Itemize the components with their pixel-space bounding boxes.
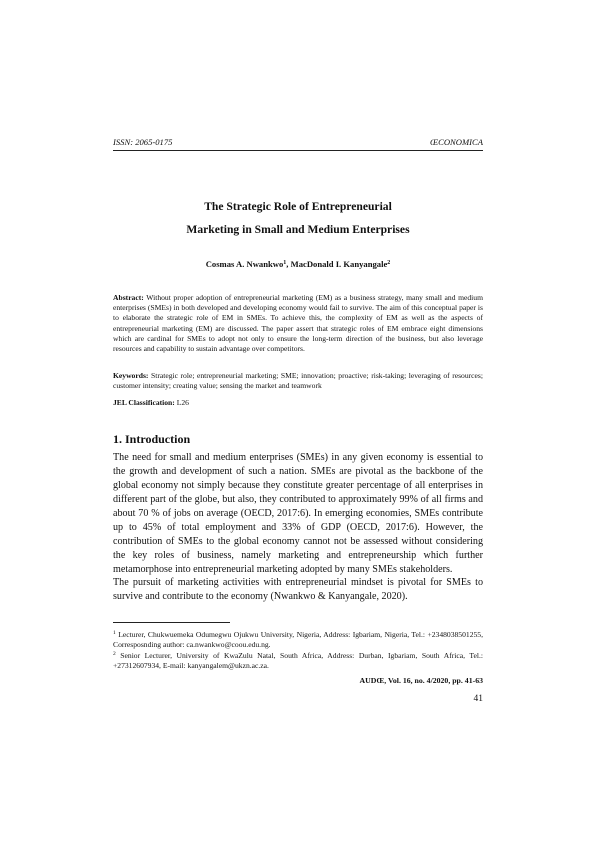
- abstract-text: Without proper adoption of entrepreneurial marketing (EM) as a business strategy, many small and medium enterprises (SMEs) in both developed and developing economy would fail to survive. The aim of this conceptual paper is to elaborate the strategic role of EM in SMEs. To achieve this, the complexity of EM as well as the aspects of entrepreneurial marketing (EM) are discussed. The paper assert that strategic roles of EM embrace eight dimensions which are cardinal for SMEs to adopt not only to ensure the long-term direction of the business, but also leverage resources and capability to sustain advantage over competitors.: [113, 293, 483, 354]
- journal-citation: AUDŒ, Vol. 16, no. 4/2020, pp. 41-63: [359, 676, 483, 685]
- introduction-paragraph-1: The need for small and medium enterprises (SMEs) in any given economy is essential to the growth and development of such a nation. SMEs are pivotal as the backbone of the global economy not simply because they constitute greater percentage of all enterprises in different part of the globe, but also, they contributed to approximately 99% of all firms and about 70 % of jobs on average (OECD, 2017:6). In emerging economies, SMEs contribute up to 45% of total employment and 33% of GDP (OECD, 2017:6). However, the contribution of SMEs to the global economy cannot not be assessed without considering the key roles of business, namely marketing and entrepreneurship which further metamorphose into entrepreneurial marketing adopted by many SMEs stakeholders.: [113, 452, 483, 575]
- issn-label: ISSN: 2065-0175: [113, 137, 173, 147]
- footnote-1: [113, 630, 483, 651]
- author-1: Cosmas A. Nwankwo: [205, 259, 284, 269]
- footnote-1-mark: 1: [113, 630, 116, 636]
- author-2-footnote-mark: 2: [387, 260, 391, 266]
- jel-classification: [113, 398, 483, 408]
- introduction-paragraph-2: The pursuit of marketing activities with entrepreneurial mindset is pivotal for SMEs to survive and contribute to the economy (Nwankwo & Kanyangale, 2020).: [113, 577, 483, 602]
- author-2: MacDonald I. Kanyangale: [290, 259, 388, 269]
- footnote-2: [113, 651, 483, 672]
- title-line-2: Marketing in Small and Medium Enterprises: [186, 223, 410, 236]
- keywords: [113, 371, 483, 391]
- jel-label: JEL Classification:: [113, 398, 175, 407]
- header-rule: [113, 150, 483, 151]
- paper-title: [113, 195, 483, 241]
- keywords-text: Strategic role; entrepreneurial marketing; SME; innovation; proactive; risk-taking; leveraging of resources; customer intensity; creating value; sensing the market and teamwork: [113, 371, 483, 391]
- jel-code: L26: [176, 398, 189, 407]
- section-heading-introduction: 1. Introduction: [113, 432, 191, 446]
- page-number: 41: [473, 694, 483, 704]
- running-header: [113, 137, 483, 147]
- author-separator: ,: [286, 259, 291, 269]
- author-1-footnote-mark: 1: [283, 260, 287, 266]
- author-list: [113, 259, 483, 270]
- abstract: [113, 293, 483, 354]
- abstract-label: Abstract:: [113, 293, 144, 302]
- journal-name: ŒCONOMICA: [430, 137, 483, 147]
- footnote-2-text: Senior Lecturer, University of KwaZulu Natal, South Africa, Address: Durban, Igbariam, South Africa, Tel.: +27312607934, E-mail: kanyangalem@ukzn.ac.za.: [113, 651, 483, 671]
- footnote-1-text: Lecturer, Chukwuemeka Odumegwu Ojukwu University, Nigeria, Address: Igbariam, Nigeria, Tel.: +2348038501255, Corresposnding author: ca.nwankwo@coou.edu.ng.: [113, 630, 483, 650]
- footnote-2-mark: 2: [113, 651, 116, 657]
- title-line-1: The Strategic Role of Entrepreneurial: [204, 200, 392, 213]
- footnote-rule: [113, 622, 230, 623]
- keywords-label: Keywords:: [113, 371, 149, 380]
